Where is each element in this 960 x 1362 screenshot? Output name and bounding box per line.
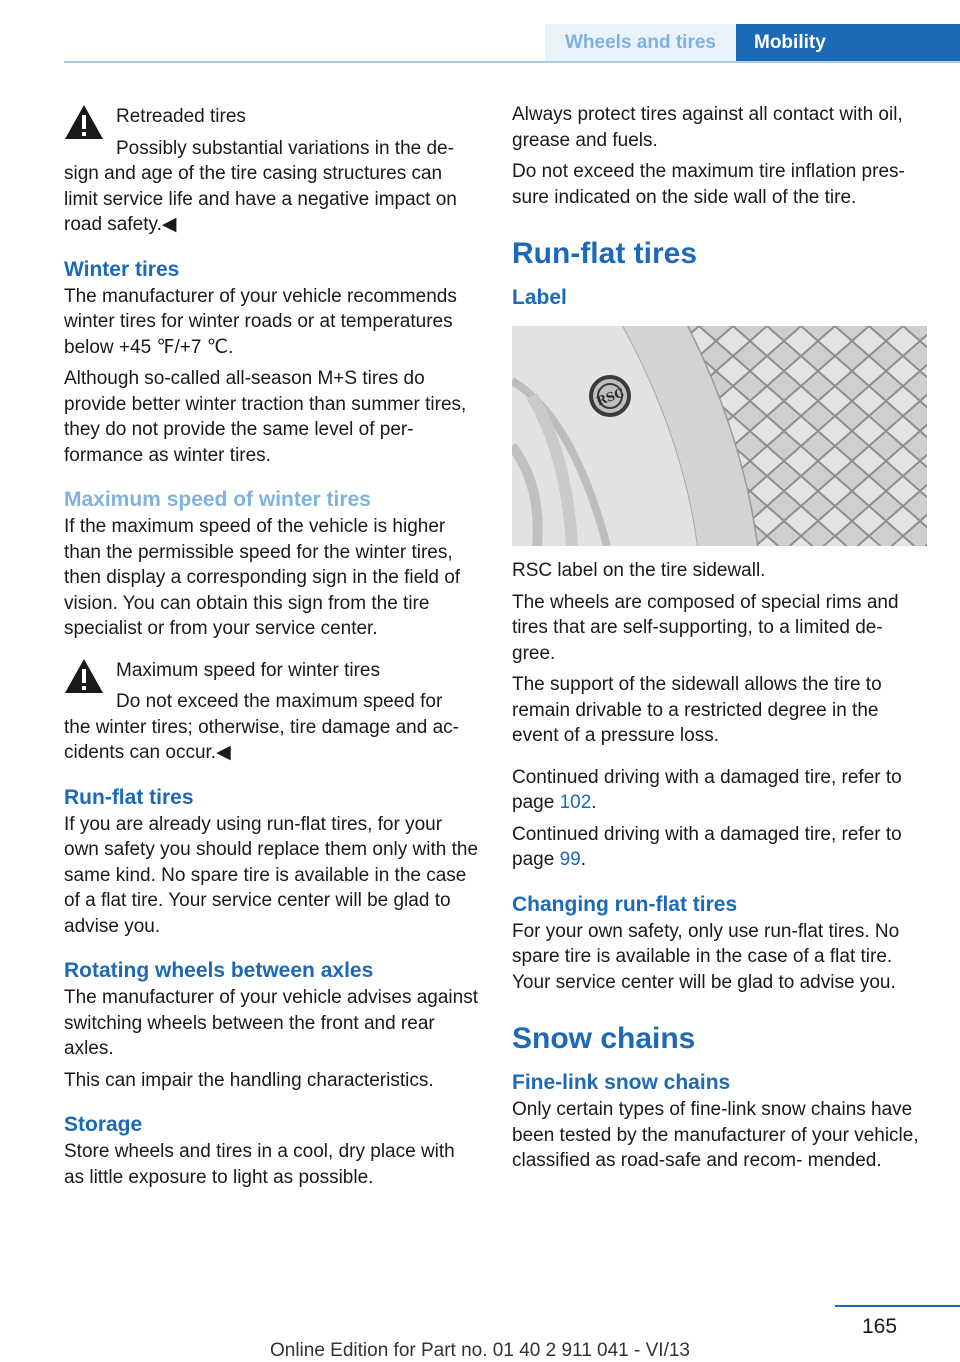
warning-title: Retreaded tires <box>116 106 246 127</box>
paragraph: For your own safety, only use run-flat tires. No spare tire is available in the case of a flat tire. Your service center will be glad to advise you. <box>512 920 900 993</box>
rsc-logo-icon <box>591 377 629 415</box>
header-rule <box>64 61 960 63</box>
heading-max-speed: Maximum speed of winter tires <box>64 488 371 511</box>
footer-rule <box>835 1305 960 1307</box>
warning-text: the winter tires; otherwise, tire damage and ac‐ cidents can occur.◀ <box>64 716 459 763</box>
paragraph: Always protect tires against all contact with oil, grease and fuels. <box>512 104 903 151</box>
paragraph: The wheels are composed of special rims and tires that are self-supporting, to a limited de‐ gree. <box>512 591 899 664</box>
paragraph: The manufacturer of your vehicle recommends winter tires for winter roads or at temperatures below +45 ℉/+7 ℃. <box>64 285 457 358</box>
paragraph: If the maximum speed of the vehicle is higher than the permissible speed for the winter tires, then display a corresponding sign in the field of vision. You can obtain this sign from the tire specialist or from your service center. <box>64 516 461 639</box>
paragraph: The manufacturer of your vehicle advises against switching wheels between the front and rear axles. <box>64 987 478 1059</box>
page-reference: Continued driving with a damaged tire, refer to page 99. <box>512 823 902 870</box>
heading-changing-run-flat: Changing run-flat tires <box>512 892 738 916</box>
image-caption: RSC label on the tire sidewall. <box>512 560 766 581</box>
paragraph: Do not exceed the maximum tire inflation pres‐ sure indicated on the side wall of the tire. <box>512 161 905 208</box>
title-snow-chains: Snow chains <box>512 1022 696 1055</box>
warning-max-speed <box>64 656 479 715</box>
tire-sidewall-image <box>512 326 927 546</box>
page-link-102[interactable]: 102 <box>559 792 592 813</box>
section-tab: Wheels and tires <box>545 24 736 62</box>
warning-triangle-icon <box>64 104 104 140</box>
warning-text: sign and age of the tire casing structures can limit service life and have a negative impact on road safety.◀ <box>64 163 457 235</box>
warning-title: Maximum speed for winter tires <box>116 659 380 681</box>
page-reference: Continued driving with a damaged tire, refer to page 102. <box>512 766 902 813</box>
heading-label: Label <box>512 286 567 309</box>
paragraph: Only certain types of fine-link snow chains have been tested by the manufacturer of your vehicle, classified as road-safe and recom‐ mended. <box>512 1099 919 1171</box>
paragraph: If you are already using run-flat tires, for your own safety you should replace them only with the same kind. No spare tire is available in the case of a flat tire. Your service center will be glad to advise you. <box>64 813 479 937</box>
paragraph: Although so-called all-season M+S tires do provide better winter traction than summer tires, they do not provide the same level of per‐ formance as winter tires. <box>64 368 467 466</box>
paragraph: The support of the sidewall allows the tire to remain drivable to a restricted degree in the event of a pressure loss. <box>512 674 882 746</box>
warning-first-line: Possibly substantial variations in the de‐ <box>116 137 454 159</box>
heading-winter-tires: Winter tires <box>64 257 180 281</box>
svg-text:RSC: RSC <box>594 385 626 409</box>
warning-triangle-icon <box>64 658 104 694</box>
heading-rotating-wheels: Rotating wheels between axles <box>64 959 374 982</box>
warning-first-line: Do not exceed the maximum speed for <box>116 691 443 712</box>
heading-run-flat: Run-flat tires <box>64 785 194 809</box>
paragraph: Store wheels and tires in a cool, dry place with as little exposure to light as possible. <box>64 1141 455 1188</box>
paragraph: This can impair the handling characteristics. <box>64 1069 434 1091</box>
chapter-tab: Mobility <box>736 24 960 62</box>
page-link-99[interactable]: 99 <box>559 849 581 870</box>
footer-edition: Online Edition for Part no. 01 40 2 911 041 - VI/13 <box>269 1340 691 1361</box>
right-column <box>512 102 927 1180</box>
header-tabs <box>545 24 960 62</box>
left-column <box>64 102 479 1196</box>
page-number: 165 <box>862 1315 898 1338</box>
heading-storage: Storage <box>64 1113 143 1136</box>
title-run-flat-tires: Run-flat tires <box>512 237 698 270</box>
heading-fine-link-chains: Fine-link snow chains <box>512 1071 731 1094</box>
warning-retreaded <box>64 102 479 161</box>
